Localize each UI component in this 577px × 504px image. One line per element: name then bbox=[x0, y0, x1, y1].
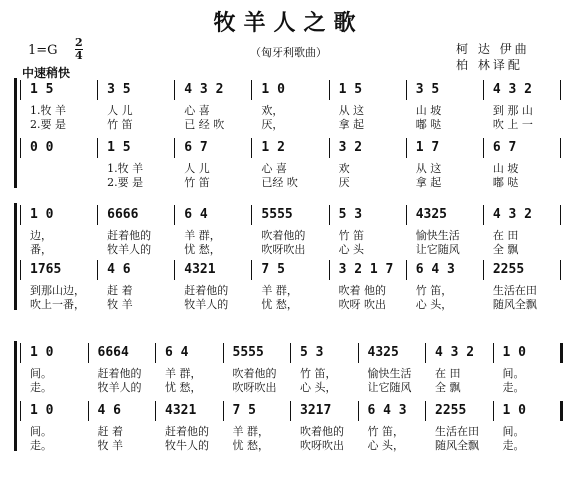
measure-notes: 4321 bbox=[165, 403, 197, 418]
lyric-syllables: 生活在田 bbox=[492, 284, 537, 297]
lyric-syllables: 羊 群， bbox=[232, 425, 269, 438]
measure-notes: 5 3 bbox=[300, 345, 324, 360]
measure-notes: 7 5 bbox=[261, 262, 285, 277]
lyric-syllables: 全 飘 bbox=[435, 381, 461, 394]
lyric-syllables: 到那山边， bbox=[30, 284, 85, 297]
barline bbox=[425, 401, 426, 421]
lyric-syllables: 从 这 bbox=[338, 104, 365, 117]
measure-notes: 1 5 bbox=[30, 82, 54, 97]
measure-notes: 5555 bbox=[232, 345, 264, 360]
measure-notes: 6 4 bbox=[165, 345, 189, 360]
lyric-syllables: 已 经 吹 bbox=[184, 118, 225, 131]
barline bbox=[174, 205, 175, 225]
lyric-syllables: 到 那 山 bbox=[492, 104, 533, 117]
measure-notes: 3 5 bbox=[415, 82, 440, 97]
barline bbox=[20, 260, 21, 280]
lyric-syllables: 吹上一番， bbox=[30, 298, 85, 311]
measure-notes: 1 5 bbox=[107, 140, 131, 155]
translator-credit: 柏 林译配 bbox=[456, 58, 523, 72]
barline bbox=[155, 343, 156, 363]
lyric-syllables: 吹着他的 bbox=[261, 229, 306, 242]
measure-notes: 7 5 bbox=[232, 403, 256, 418]
measure-notes: 1 2 bbox=[261, 140, 285, 155]
lyric-syllables: 牧羊人的 bbox=[97, 381, 142, 394]
barline bbox=[251, 260, 252, 280]
lyric-syllables: 厌， bbox=[261, 118, 284, 131]
barline bbox=[88, 343, 89, 363]
lyric-syllables: 番， bbox=[30, 243, 52, 256]
lyric-syllables: 走。 bbox=[30, 439, 52, 452]
lyric-syllables: 欢， bbox=[261, 104, 284, 117]
system-bracket bbox=[14, 203, 17, 310]
measure-notes: 4325 bbox=[415, 207, 448, 222]
measure-notes: 2255 bbox=[435, 403, 467, 418]
barline bbox=[329, 80, 330, 100]
lyric-syllables: 2.要 是 bbox=[107, 176, 144, 189]
lyric-syllables: 牧 羊 bbox=[107, 298, 133, 311]
barline bbox=[20, 401, 21, 421]
barline bbox=[425, 343, 426, 363]
lyric-syllables: 2.要 是 bbox=[30, 118, 66, 131]
barline bbox=[406, 260, 407, 280]
measure-notes: 4 6 bbox=[107, 262, 131, 277]
lyric-syllables: 愉快生活 bbox=[367, 367, 412, 380]
lyric-syllables: 吹呀吹出 bbox=[232, 381, 277, 394]
barline bbox=[20, 205, 21, 225]
lyric-syllables: 让它随风 bbox=[367, 381, 412, 394]
lyric-syllables: 心 头 bbox=[338, 243, 365, 256]
measure-notes: 6 4 bbox=[184, 207, 208, 222]
lyric-syllables: 竹 笛 bbox=[184, 176, 210, 189]
lyric-syllables: 心 头， bbox=[367, 439, 404, 452]
barline bbox=[20, 80, 21, 100]
lyric-syllables: 走。 bbox=[502, 381, 525, 394]
lyric-syllables: 间。 bbox=[502, 425, 525, 438]
lyric-syllables: 赶着他的 bbox=[184, 284, 229, 297]
measure-notes: 1765 bbox=[30, 262, 62, 277]
lyric-syllables: 羊 群， bbox=[184, 229, 221, 242]
barline bbox=[483, 205, 484, 225]
measure-notes: 3 2 bbox=[338, 140, 363, 155]
measure-notes: 4 3 2 bbox=[435, 345, 475, 360]
barline bbox=[290, 401, 291, 421]
system-bracket bbox=[14, 341, 17, 451]
lyric-syllables: 在 田 bbox=[492, 229, 519, 242]
lyric-syllables: 吹着他的 bbox=[300, 425, 344, 438]
lyric-syllables: 山 坡 bbox=[415, 104, 442, 117]
lyric-syllables: 1.牧 羊 bbox=[107, 162, 144, 175]
lyric-syllables: 赶 着 bbox=[97, 425, 123, 438]
measure-notes: 5 3 bbox=[338, 207, 363, 222]
lyric-syllables: 吹呀吹出 bbox=[261, 243, 306, 256]
barline bbox=[493, 343, 494, 363]
measure-notes: 5555 bbox=[261, 207, 293, 222]
lyric-syllables: 竹 笛， bbox=[367, 425, 404, 438]
barline bbox=[493, 401, 494, 421]
barline bbox=[223, 401, 224, 421]
lyric-syllables: 让它随风 bbox=[415, 243, 460, 256]
measure-notes: 4 3 2 bbox=[492, 207, 532, 222]
lyric-syllables: 生活在田 bbox=[435, 425, 479, 438]
lyric-syllables: 1.牧 羊 bbox=[30, 104, 66, 117]
lyric-syllables: 牧羊人的 bbox=[184, 298, 229, 311]
barline bbox=[329, 260, 330, 280]
barline bbox=[358, 401, 359, 421]
barline bbox=[406, 80, 407, 100]
lyric-syllables: 心 喜 bbox=[261, 162, 287, 175]
barline bbox=[20, 343, 21, 363]
barline bbox=[560, 343, 563, 363]
lyric-syllables: 赶着他的 bbox=[107, 229, 152, 242]
lyric-syllables: 随风全飘 bbox=[435, 439, 479, 452]
lyric-syllables: 人 儿 bbox=[184, 162, 210, 175]
lyric-syllables: 竹 笛， bbox=[300, 367, 337, 380]
lyric-syllables: 牧牛人的 bbox=[165, 439, 209, 452]
lyric-syllables: 吹 上 一 bbox=[492, 118, 533, 131]
measure-notes: 6 7 bbox=[492, 140, 517, 155]
barline bbox=[97, 205, 98, 225]
composer-credit: 柯 达 伊曲 bbox=[456, 42, 530, 56]
barline bbox=[329, 205, 330, 225]
lyric-syllables: 赶 着 bbox=[107, 284, 133, 297]
lyric-syllables: 嘟 哒 bbox=[415, 118, 442, 131]
barline bbox=[560, 80, 561, 100]
system-bracket bbox=[14, 78, 17, 188]
lyric-syllables: 心 喜 bbox=[184, 104, 210, 117]
lyric-syllables: 忧 愁， bbox=[184, 243, 221, 256]
lyric-syllables: 人 儿 bbox=[107, 104, 133, 117]
lyric-syllables: 随风全飘 bbox=[492, 298, 537, 311]
barline bbox=[358, 343, 359, 363]
measure-notes: 6 4 3 bbox=[367, 403, 407, 418]
lyric-syllables: 走。 bbox=[502, 439, 525, 452]
measure-notes: 6666 bbox=[107, 207, 139, 222]
measure-notes: 1 7 bbox=[415, 140, 440, 155]
lyric-syllables: 从 这 bbox=[415, 162, 442, 175]
song-title: 牧羊人之歌 bbox=[213, 10, 364, 36]
lyric-syllables: 拿 起 bbox=[415, 176, 442, 189]
barline bbox=[290, 343, 291, 363]
measure-notes: 1 0 bbox=[30, 403, 54, 418]
barline bbox=[560, 138, 561, 158]
barline bbox=[560, 260, 561, 280]
lyric-syllables: 山 坡 bbox=[492, 162, 519, 175]
measure-notes: 0 0 bbox=[30, 140, 54, 155]
measure-notes: 1 0 bbox=[30, 207, 54, 222]
time-signature-bottom: 4 bbox=[75, 49, 83, 62]
measure-notes: 1 0 bbox=[30, 345, 54, 360]
lyric-syllables: 心 头， bbox=[415, 298, 453, 311]
lyric-syllables: 厌 bbox=[338, 176, 350, 189]
lyric-syllables: 忧 愁， bbox=[261, 298, 298, 311]
lyric-syllables: 拿 起 bbox=[338, 118, 365, 131]
barline bbox=[97, 260, 98, 280]
lyric-syllables: 吹着 他的 bbox=[338, 284, 387, 297]
barline bbox=[174, 80, 175, 100]
measure-notes: 3217 bbox=[300, 403, 332, 418]
lyric-syllables: 竹 笛 bbox=[338, 229, 365, 242]
lyric-syllables: 羊 群， bbox=[165, 367, 202, 380]
measure-notes: 6 7 bbox=[184, 140, 208, 155]
measure-notes: 3 2 1 7 bbox=[338, 262, 394, 277]
barline bbox=[329, 138, 330, 158]
barline bbox=[251, 205, 252, 225]
key-signature: 1=G bbox=[28, 43, 58, 58]
time-signature-top: 2 bbox=[75, 36, 83, 49]
measure-notes: 1 5 bbox=[338, 82, 363, 97]
barline bbox=[251, 138, 252, 158]
lyric-syllables: 已经 吹 bbox=[261, 176, 298, 189]
barline bbox=[483, 260, 484, 280]
lyric-syllables: 欢 bbox=[338, 162, 350, 175]
measure-notes: 4321 bbox=[184, 262, 216, 277]
lyric-syllables: 吹呀吹出 bbox=[300, 439, 344, 452]
lyric-syllables: 边， bbox=[30, 229, 52, 242]
barline bbox=[483, 138, 484, 158]
lyric-syllables: 竹 笛 bbox=[107, 118, 133, 131]
lyric-syllables: 愉快生活 bbox=[415, 229, 460, 242]
lyric-syllables: 羊 群， bbox=[261, 284, 298, 297]
barline bbox=[223, 343, 224, 363]
barline bbox=[20, 138, 21, 158]
barline bbox=[155, 401, 156, 421]
barline bbox=[174, 260, 175, 280]
barline bbox=[97, 80, 98, 100]
lyric-syllables: 赶着他的 bbox=[165, 425, 209, 438]
lyric-syllables: 忧 愁， bbox=[165, 381, 202, 394]
measure-notes: 4 6 bbox=[97, 403, 121, 418]
measure-notes: 6664 bbox=[97, 345, 129, 360]
barline bbox=[406, 138, 407, 158]
barline bbox=[406, 205, 407, 225]
lyric-syllables: 竹 笛， bbox=[415, 284, 453, 297]
lyric-syllables: 忧 愁， bbox=[232, 439, 269, 452]
lyric-syllables: 全 飘 bbox=[492, 243, 519, 256]
barline bbox=[560, 401, 563, 421]
measure-notes: 4325 bbox=[367, 345, 399, 360]
barline bbox=[97, 138, 98, 158]
measure-notes: 1 0 bbox=[502, 403, 526, 418]
measure-notes: 4 3 2 bbox=[492, 82, 532, 97]
lyric-syllables: 间。 bbox=[30, 367, 52, 380]
lyric-syllables: 心 头， bbox=[300, 381, 337, 394]
lyric-syllables: 间。 bbox=[30, 425, 52, 438]
lyric-syllables: 赶着他的 bbox=[97, 367, 142, 380]
tempo-marking: 中速稍快 bbox=[22, 66, 71, 80]
barline bbox=[483, 80, 484, 100]
lyric-syllables: 间。 bbox=[502, 367, 525, 380]
measure-notes: 1 0 bbox=[502, 345, 526, 360]
barline bbox=[88, 401, 89, 421]
lyric-syllables: 走。 bbox=[30, 381, 52, 394]
lyric-syllables: 吹呀 吹出 bbox=[338, 298, 387, 311]
measure-notes: 4 3 2 bbox=[184, 82, 224, 97]
measure-notes: 3 5 bbox=[107, 82, 131, 97]
lyric-syllables: 吹着他的 bbox=[232, 367, 277, 380]
song-origin: （匈牙利歌曲） bbox=[250, 46, 327, 59]
barline bbox=[560, 205, 561, 225]
measure-notes: 1 0 bbox=[261, 82, 285, 97]
lyric-syllables: 在 田 bbox=[435, 367, 461, 380]
barline bbox=[251, 80, 252, 100]
measure-notes: 6 4 3 bbox=[415, 262, 455, 277]
lyric-syllables: 嘟 哒 bbox=[492, 176, 519, 189]
barline bbox=[174, 138, 175, 158]
measure-notes: 2255 bbox=[492, 262, 525, 277]
lyric-syllables: 牧羊人的 bbox=[107, 243, 152, 256]
lyric-syllables: 牧 羊 bbox=[97, 439, 123, 452]
